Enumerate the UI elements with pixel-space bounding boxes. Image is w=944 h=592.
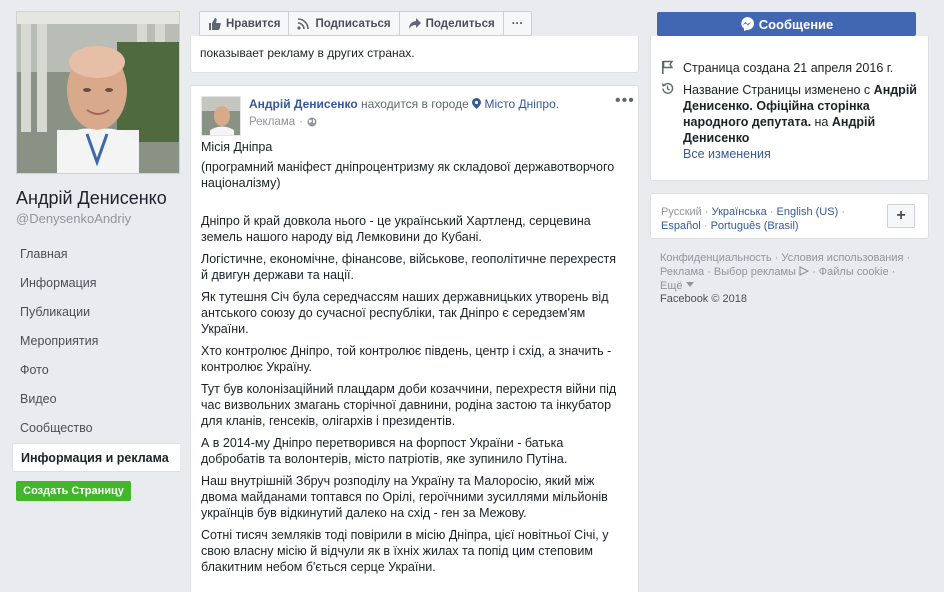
language-spanish[interactable]: Español xyxy=(661,220,701,232)
profile-picture[interactable] xyxy=(16,11,180,174)
send-message-label: Сообщение xyxy=(758,16,834,32)
author-avatar-image xyxy=(202,97,241,136)
footer-privacy-link[interactable]: Конфиденциальность xyxy=(660,252,772,264)
post-paragraph: Хто контролює Дніпро, той контролює південь, центр і схід, а значить - контролює Україну. xyxy=(201,344,612,374)
post-paragraph: Логістичне, економічне, фінансове, військове, геополітичне перехрестя й двигун держави та нації. xyxy=(201,252,616,282)
sidebar-item-events[interactable]: Мероприятия xyxy=(20,334,99,348)
like-button[interactable] xyxy=(199,11,289,36)
share-label: Поделиться xyxy=(425,17,495,30)
add-language-button[interactable]: + xyxy=(887,204,915,228)
thumbs-up-icon xyxy=(208,18,221,30)
post-author-name[interactable]: Андрій Денисенко xyxy=(249,97,358,111)
post-location-text: находится в городе xyxy=(361,97,469,111)
footer-links: Конфиденциальность · Условия использования · Реклама · Выбор рекламы · Файлы cookie · Ещё xyxy=(660,252,911,292)
post-options-icon[interactable]: ••• xyxy=(615,92,635,109)
footer-ad-choices-link[interactable]: Выбор рекламы xyxy=(713,266,796,278)
post-paragraph: Як тутешня Січ була середчассям наших державницьких утворень від антського союзу до сучасної республіки, так Дніпро є середзем'ям України. xyxy=(201,290,609,336)
all-changes-link[interactable]: Все изменения xyxy=(683,147,771,161)
history-icon xyxy=(661,82,674,95)
new-page-name: Андрій Денисенко xyxy=(683,115,876,145)
language-list: Русский · Українська · English (US) · Español · Português (Brasil) xyxy=(661,206,845,232)
profile-photo-image xyxy=(17,12,179,173)
sponsored-label[interactable]: Реклама xyxy=(249,116,296,128)
page-created-text: Страница создана 21 апреля 2016 г. xyxy=(683,61,894,75)
language-current: Русский xyxy=(661,206,702,218)
more-button[interactable] xyxy=(503,11,533,36)
page-name[interactable]: Андрій Денисенко xyxy=(16,188,167,208)
page-created-row xyxy=(661,60,923,77)
location-pin-icon xyxy=(472,98,481,109)
send-message-button[interactable] xyxy=(657,12,916,36)
renamed-prefix: Название Страницы изменено с xyxy=(683,83,871,97)
language-selector-card xyxy=(650,193,929,239)
page-transparency-card xyxy=(650,36,929,181)
sidebar-item-info-and-ads[interactable]: Информация и реклама xyxy=(12,443,180,472)
follow-button[interactable] xyxy=(288,11,399,36)
post-paragraph: Тут був колонізаційний плацдарм доби козаччини, перехрестя війни під час визвольних змагань сторічної давнини, родіна застою та інкубатор для кланів, генсеків, олігархів і президентів. xyxy=(201,382,617,428)
post-header xyxy=(249,97,559,111)
post-meta xyxy=(249,116,317,128)
footer-ads-link[interactable]: Реклама xyxy=(660,266,705,278)
page-handle[interactable]: @DenysenkoAndriy xyxy=(16,211,132,226)
post-place-link[interactable]: Місто Дніпро. xyxy=(484,97,560,111)
copyright-text: Facebook © 2018 xyxy=(660,293,747,305)
ad-choices-icon xyxy=(799,266,809,276)
share-arrow-icon xyxy=(408,18,421,30)
ads-info-card xyxy=(190,36,639,73)
post-text xyxy=(201,139,626,581)
post-paragraph: (програмний маніфест дніпроцентризму як складової державотворчого націоналізму) xyxy=(201,160,615,190)
follow-label: Подписаться xyxy=(315,17,391,30)
sidebar-nav xyxy=(12,240,180,472)
meta-separator: · xyxy=(299,116,303,128)
name-change-row xyxy=(661,82,923,162)
post-paragraph: Наш внутрішній Збруч розподілу на Україну та Малоросію, який між двома майданами топтався по Орілі, героїчними зусиллями мільйонів українців був відкинутий далеко на схід - ген за Межову. xyxy=(201,474,608,520)
sidebar-item-community[interactable]: Сообщество xyxy=(20,421,93,435)
sidebar-item-photos[interactable]: Фото xyxy=(20,363,49,377)
page-action-bar xyxy=(199,11,531,36)
sidebar-item-info[interactable]: Информация xyxy=(20,276,97,290)
footer-cookies-link[interactable]: Файлы cookie xyxy=(818,266,889,278)
like-label: Нравится xyxy=(226,17,281,30)
post-author-avatar[interactable] xyxy=(201,96,241,136)
post-paragraph: Дніпро й край довкола нього - це український Хартленд, серцевина земель нашого народу від Лемковини до Кубані. xyxy=(201,214,591,244)
post-paragraph: Місія Дніпра xyxy=(201,140,273,154)
post-paragraph: А в 2014-му Дніпро перетворився на форпост України - батька добробатів та волонтерів, місто патріотів, яке зупинило Путіна. xyxy=(201,436,568,466)
messenger-icon xyxy=(740,17,754,31)
renamed-mid: на xyxy=(814,115,829,129)
share-button[interactable] xyxy=(399,11,504,36)
ad-post xyxy=(190,85,639,592)
create-page-button[interactable]: Создать Страницу xyxy=(16,481,131,501)
globe-icon xyxy=(307,117,317,127)
old-page-name: Андрій Денисенко. Офіційна сторінка народного депутата. xyxy=(683,83,917,129)
language-english[interactable]: English (US) xyxy=(776,206,839,218)
more-dots-icon: ··· xyxy=(511,17,524,30)
sidebar-item-home[interactable]: Главная xyxy=(20,247,68,261)
language-portuguese[interactable]: Português (Brasil) xyxy=(710,220,799,232)
post-paragraph: Сотні тисяч земляків тоді повірили в місію Дніпра, цієї новітньої Січі, у свою власну місію й відчули як в їхніх жилах та попід цим степовим блакитним небом б'ється серце України. xyxy=(201,528,609,574)
sidebar-item-posts[interactable]: Публикации xyxy=(20,305,91,319)
footer-more-link[interactable]: Ещё xyxy=(660,280,683,292)
chevron-down-icon xyxy=(686,282,694,288)
sidebar-item-videos[interactable]: Видео xyxy=(20,392,57,406)
rss-icon xyxy=(297,18,310,30)
footer-terms-link[interactable]: Условия использования xyxy=(781,252,904,264)
ads-info-text: показывает рекламу в других странах. xyxy=(200,46,415,60)
language-ukrainian[interactable]: Українська xyxy=(711,206,767,218)
flag-icon xyxy=(661,60,674,74)
left-column xyxy=(0,0,190,592)
